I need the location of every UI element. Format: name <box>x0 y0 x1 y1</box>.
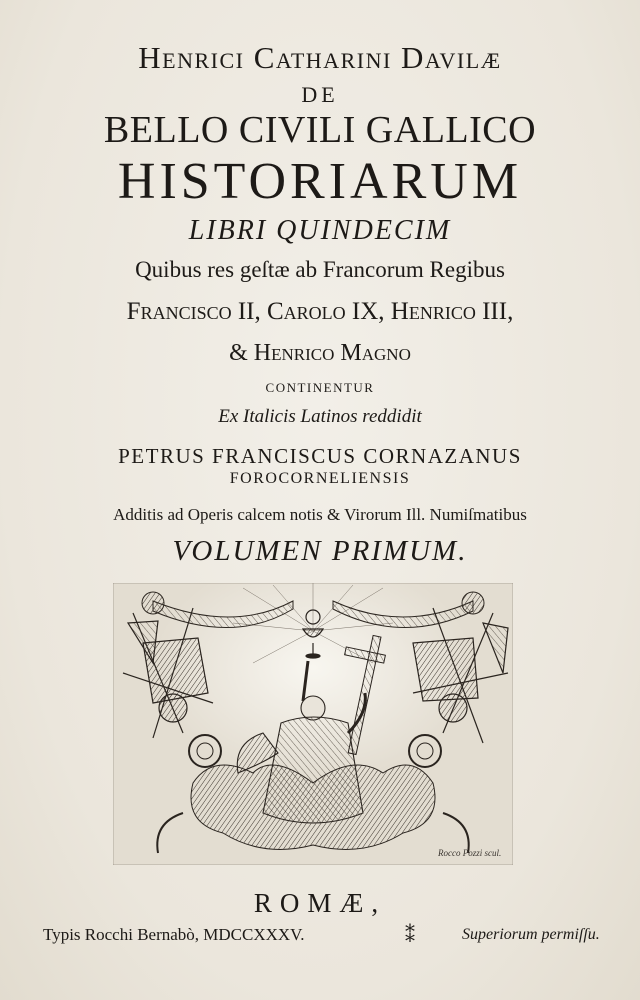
engraver-signature: Rocco Pozzi scul. <box>438 848 502 858</box>
imprint-separator: ⁑ <box>405 925 415 947</box>
translator-origin: FOROCORNELIENSIS <box>229 470 411 487</box>
kings-line: Francisco II, Carolo IX, Henrico III, <box>126 298 514 325</box>
additions-note: Additis ad Operis calcem notis & Virorum Ill. Numiſmatibus <box>113 505 527 524</box>
title-books: LIBRI QUINDECIM <box>188 215 452 246</box>
engraving-illustration <box>113 583 513 865</box>
continentur-line: CONTINENTUR <box>265 380 375 395</box>
imprint-permission: Superiorum permiſſu. <box>462 926 600 943</box>
imprint-printer: Typis Rocchi Bernabò, MDCCXXXV. <box>43 925 305 944</box>
volume-label: VOLUMEN PRIMUM. <box>172 535 468 567</box>
author-name: Henrici Catharini Davilæ <box>138 40 502 75</box>
imprint-city: ROMÆ, <box>253 888 387 918</box>
translation-note: Ex Italicis Latinos reddidit <box>218 406 422 427</box>
kings-line-2: & Henrico Magno <box>229 340 411 366</box>
title-de: DE <box>301 82 339 107</box>
description-line: Quibus res geſtæ ab Francorum Regibus <box>135 257 505 282</box>
title-subject: BELLO CIVILI GALLICO <box>103 109 537 151</box>
title-main: HISTORIARUM <box>117 153 523 210</box>
translator-name: PETRUS FRANCISCUS CORNAZANUS <box>118 444 522 468</box>
